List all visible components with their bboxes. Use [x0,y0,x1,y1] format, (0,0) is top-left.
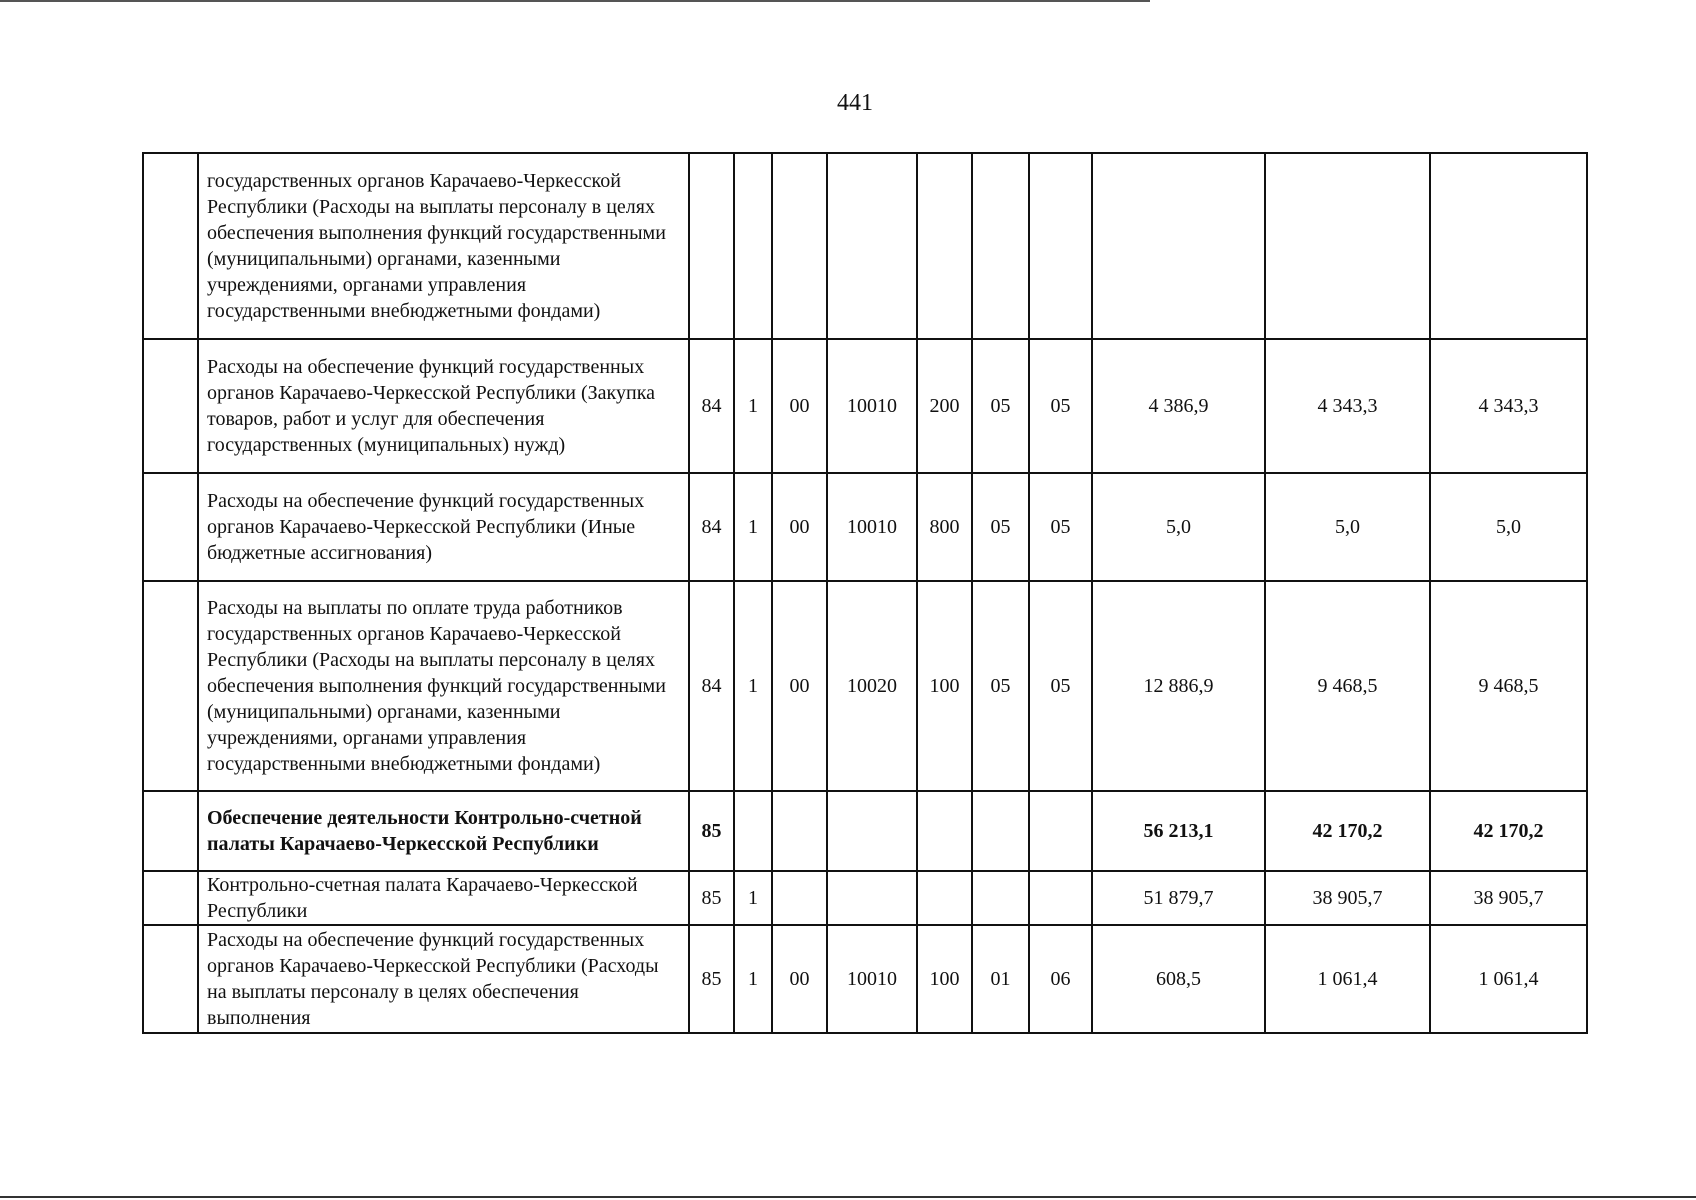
page-number: 441 [837,90,873,116]
code-cell: 05 [972,473,1029,581]
code-cell: 84 [689,339,734,473]
row-number-cell [143,153,198,339]
code-cell [772,871,827,925]
budget-table [142,152,1588,1034]
code-cell [1029,871,1092,925]
table-row [143,925,1587,1033]
code-cell [1029,153,1092,339]
code-cell: 1 [734,871,772,925]
description-cell: государственных органов Карачаево-Черкесской Республики (Расходы на выплаты персоналу в целях обеспечения выполнения функций государственными (муниципальными) органами, казенными учреждениями, органами управления государственными внебюджетными фондами) [198,153,689,339]
code-cell [972,871,1029,925]
code-cell: 200 [917,339,972,473]
code-cell: 00 [772,339,827,473]
amount-cell: 608,5 [1092,925,1265,1033]
amount-cell: 9 468,5 [1265,581,1430,791]
code-cell [827,871,917,925]
description-cell: Расходы на обеспечение функций государственных органов Карачаево-Черкесской Республики (Закупка товаров, работ и услуг для обеспечения государственных (муниципальных) нужд) [198,339,689,473]
amount-cell: 4 343,3 [1430,339,1587,473]
description-cell: Расходы на обеспечение функций государственных органов Карачаево-Черкесской Республики (Иные бюджетные ассигнования) [198,473,689,581]
table-row [143,473,1587,581]
amount-cell: 12 886,9 [1092,581,1265,791]
code-cell: 85 [689,871,734,925]
code-cell: 85 [689,925,734,1033]
amount-cell: 9 468,5 [1430,581,1587,791]
code-cell: 1 [734,581,772,791]
scan-edge-bottom [0,1196,1696,1198]
code-cell: 05 [1029,473,1092,581]
code-cell: 1 [734,473,772,581]
description-cell: Расходы на выплаты по оплате труда работников государственных органов Карачаево-Черкесской Республики (Расходы на выплаты персоналу в целях обеспечения выполнения функций государственными (муниципальными) органами, казенными учреждениями, органами управления государственными внебюджетными фондами) [198,581,689,791]
row-number-cell [143,581,198,791]
amount-cell [1430,153,1587,339]
code-cell: 01 [972,925,1029,1033]
code-cell: 05 [972,339,1029,473]
code-cell: 1 [734,925,772,1033]
code-cell [917,153,972,339]
amount-cell: 4 386,9 [1092,339,1265,473]
code-cell: 10020 [827,581,917,791]
code-cell: 84 [689,581,734,791]
code-cell [734,791,772,871]
code-cell [827,153,917,339]
amount-cell: 42 170,2 [1265,791,1430,871]
table-row [143,791,1587,871]
code-cell: 84 [689,473,734,581]
code-cell [1029,791,1092,871]
row-number-cell [143,871,198,925]
code-cell: 00 [772,581,827,791]
table-row [143,581,1587,791]
amount-cell: 1 061,4 [1430,925,1587,1033]
code-cell: 10010 [827,339,917,473]
description-cell: Контрольно-счетная палата Карачаево-Черкесской Республики [198,871,689,925]
scan-edge-top [0,0,1150,2]
amount-cell: 4 343,3 [1265,339,1430,473]
code-cell [734,153,772,339]
code-cell: 100 [917,925,972,1033]
table-row [143,339,1587,473]
amount-cell [1265,153,1430,339]
amount-cell: 5,0 [1092,473,1265,581]
table-row [143,871,1587,925]
row-number-cell [143,339,198,473]
amount-cell: 42 170,2 [1430,791,1587,871]
code-cell: 100 [917,581,972,791]
amount-cell: 56 213,1 [1092,791,1265,871]
code-cell: 1 [734,339,772,473]
row-number-cell [143,791,198,871]
table-row [143,153,1587,339]
code-cell: 10010 [827,925,917,1033]
code-cell [972,791,1029,871]
amount-cell: 1 061,4 [1265,925,1430,1033]
code-cell [689,153,734,339]
code-cell [772,791,827,871]
code-cell: 800 [917,473,972,581]
row-number-cell [143,473,198,581]
amount-cell: 38 905,7 [1430,871,1587,925]
code-cell: 05 [1029,581,1092,791]
amount-cell: 38 905,7 [1265,871,1430,925]
code-cell: 06 [1029,925,1092,1033]
code-cell [772,153,827,339]
code-cell [917,791,972,871]
description-cell: Обеспечение деятельности Контрольно-счетной палаты Карачаево-Черкесской Республики [198,791,689,871]
code-cell [827,791,917,871]
code-cell: 05 [1029,339,1092,473]
table-body [143,153,1587,1033]
amount-cell: 5,0 [1430,473,1587,581]
code-cell: 05 [972,581,1029,791]
code-cell: 00 [772,925,827,1033]
description-cell: Расходы на обеспечение функций государственных органов Карачаево-Черкесской Республики (Расходы на выплаты персоналу в целях обеспечения выполнения [198,925,689,1033]
code-cell: 85 [689,791,734,871]
code-cell [972,153,1029,339]
code-cell [917,871,972,925]
code-cell: 00 [772,473,827,581]
amount-cell: 51 879,7 [1092,871,1265,925]
amount-cell: 5,0 [1265,473,1430,581]
amount-cell [1092,153,1265,339]
row-number-cell [143,925,198,1033]
code-cell: 10010 [827,473,917,581]
